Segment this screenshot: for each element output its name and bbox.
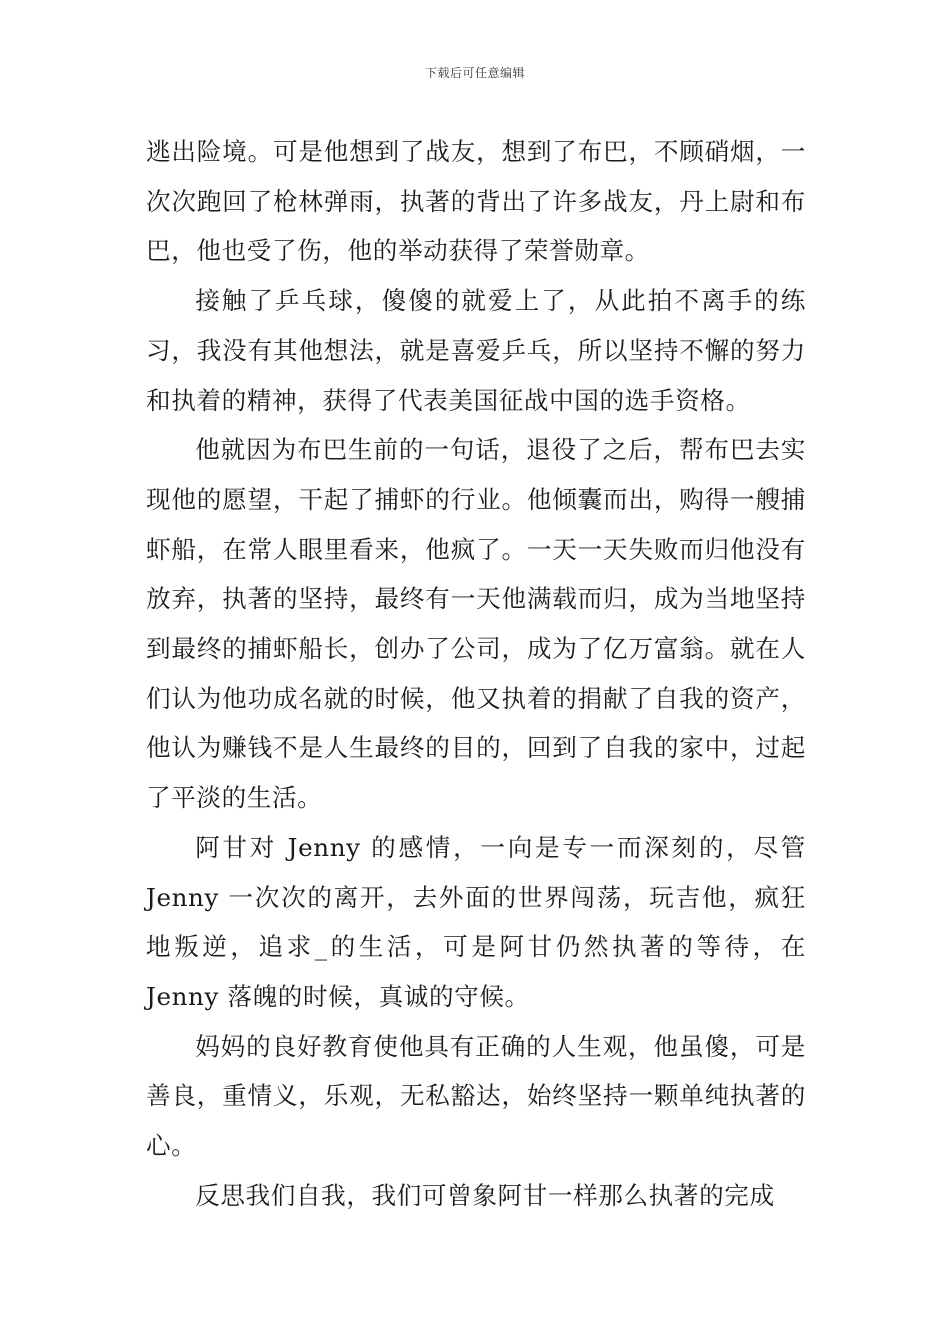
paragraph-6: 反思我们自我，我们可曾象阿甘一样那么执著的完成 <box>195 1180 775 1210</box>
paragraph-1: 逃出险境。可是他想到了战友，想到了布巴，不顾硝烟，一次次跑回了枪林弹雨，执著的背出了许多战友，丹上尉和布巴，他也受了伤，他的举动获得了荣誉勋章。 <box>146 137 806 266</box>
document-body <box>146 127 806 1220</box>
page-header: 下载后可任意编辑 <box>424 66 525 80</box>
paragraph-5: 妈妈的良好教育使他具有正确的人生观，他虽傻，可是善良，重情义，乐观，无私豁达，始终坚持一颗单纯执著的心。 <box>146 1031 806 1161</box>
paragraph-2: 接触了乒乓球，傻傻的就爱上了，从此拍不离手的练习，我没有其他想法，就是喜爱乒乓，所以坚持不懈的努力和执着的精神，获得了代表美国征战中国的选手资格。 <box>146 286 806 415</box>
paragraph-3: 他就因为布巴生前的一句话，退役了之后，帮布巴去实现他的愿望，干起了捕虾的行业。他倾囊而出，购得一艘捕虾船，在常人眼里看来，他疯了。一天一天失败而归他没有放弃，执著的坚持，最终有一天他满载而归，成为当地坚持到最终的捕虾船长，创办了公司，成为了亿万富翁。就在人们认为他功成名就的时候，他又执着的捐献了自我的资产，他认为赚钱不是人生最终的目的，回到了自我的家中，过起了平淡的生活。 <box>146 435 806 813</box>
paragraph-4: 阿甘对 Jenny 的感情，一向是专一而深刻的，尽管 Jenny 一次次的离开，去外面的世界闯荡，玩吉他，疯狂地叛逆，追求_的生活，可是阿甘仍然执著的等待，在 Jenny 落魄的时候，真诚的守候。 <box>146 832 806 1011</box>
